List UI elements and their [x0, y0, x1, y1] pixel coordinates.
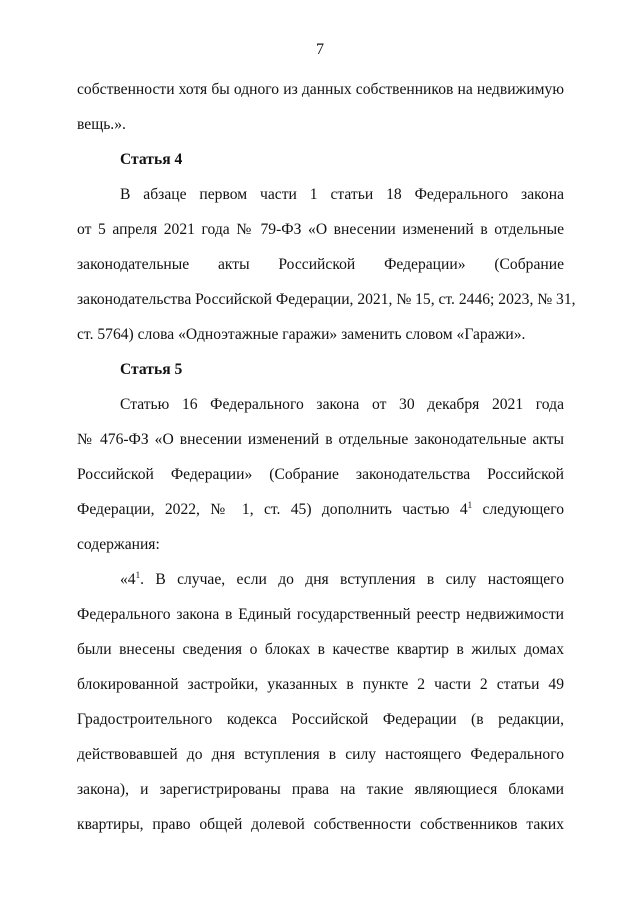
line-text: . В случае, если до дня вступления в силу настоящего	[140, 571, 564, 588]
line-text: следующего	[472, 501, 565, 518]
paragraph-line: законодательные акты Российской Федерации» (Собрание	[77, 256, 564, 273]
paragraph-line: от 5 апреля 2021 года № 79-ФЗ «О внесении изменений в отдельные	[77, 221, 564, 238]
paragraph-line: Федерального закона в Единый государственный реестр недвижимости	[77, 606, 564, 623]
paragraph-line: блокированной застройки, указанных в пункте 2 части 2 статьи 49	[77, 676, 564, 693]
paragraph-line: были внесены сведения о блоках в качестве квартир в жилых домах	[77, 641, 564, 658]
paragraph-line: ст. 5764) слова «Одноэтажные гаражи» заменить словом «Гаражи».	[77, 326, 526, 343]
paragraph-line: содержания:	[77, 536, 160, 553]
article-4-heading: Статья 4	[120, 151, 183, 168]
paragraph-line: действовавшей до дня вступления в силу настоящего Федерального	[77, 746, 564, 763]
paragraph-line: вещь.».	[77, 116, 126, 133]
paragraph-line	[77, 562, 564, 597]
paragraph-line: Градостроительного кодекса Российской Федерации (в редакции,	[77, 711, 564, 728]
paragraph-line: Российской Федерации» (Собрание законодательства Российской	[77, 466, 564, 483]
superscript: 1	[135, 570, 141, 580]
line-text: Федерации, 2022, № 1, ст. 45) дополнить частью 4	[77, 501, 468, 518]
page-number: 7	[316, 41, 324, 58]
line-text: «4	[120, 571, 136, 588]
superscript: 1	[467, 500, 473, 510]
paragraph-line	[77, 492, 564, 527]
paragraph-line: собственности хотя бы одного из данных собственников на недвижимую	[77, 81, 564, 98]
document-body	[77, 72, 576, 842]
paragraph-line: квартиры, право общей долевой собственности собственников таких	[77, 816, 564, 833]
paragraph-line: закона), и зарегистрированы права на такие являющиеся блоками	[77, 781, 564, 798]
paragraph-line: Статью 16 Федерального закона от 30 декабря 2021 года	[120, 396, 564, 413]
paragraph-line: В абзаце первом части 1 статьи 18 Федерального закона	[120, 186, 564, 203]
article-5-heading: Статья 5	[120, 361, 183, 378]
paragraph-line: законодательства Российской Федерации, 2021, № 15, ст. 2446; 2023, № 31,	[77, 291, 576, 308]
paragraph-line: № 476-ФЗ «О внесении изменений в отдельные законодательные акты	[77, 431, 564, 448]
